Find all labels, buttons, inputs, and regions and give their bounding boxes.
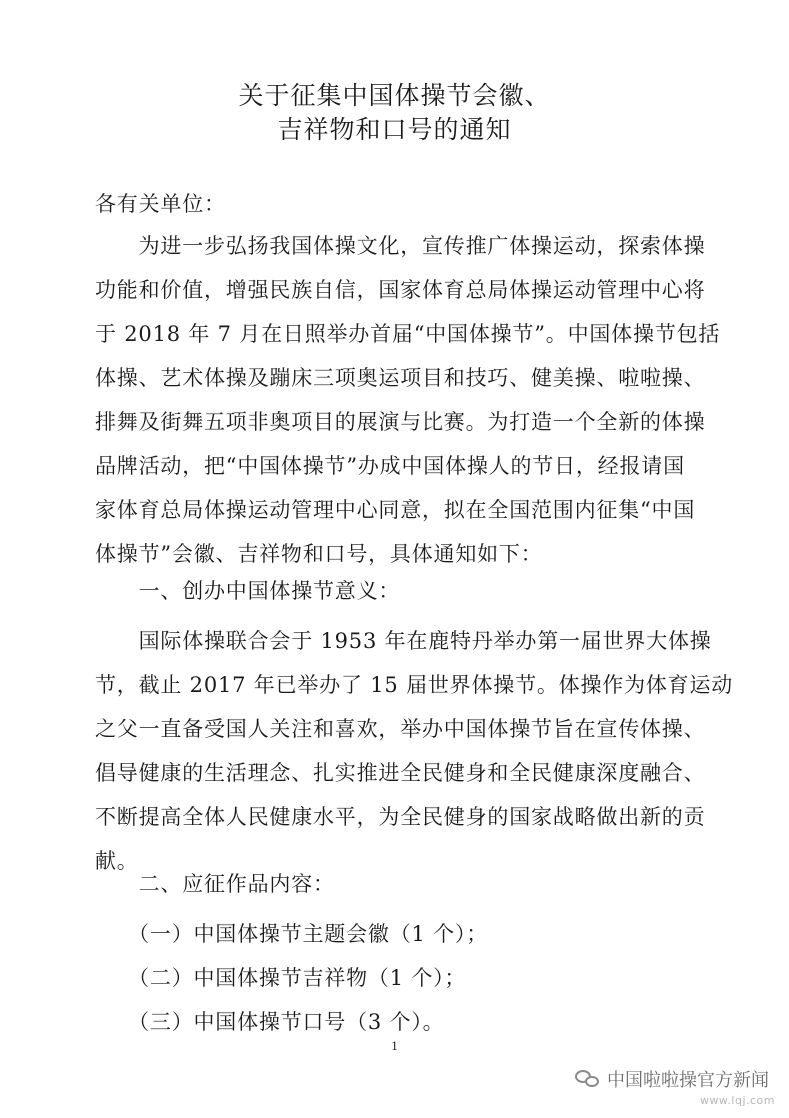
- document-title-line-2: 吉祥物和口号的通知: [277, 115, 512, 144]
- paragraph-line: 倡导健康的生活理念、扎实推进全民健身和全民健康深度融合、: [95, 761, 706, 785]
- document-title-line-1: 关于征集中国体操节会徽、: [238, 81, 551, 110]
- page-number: 1: [391, 1038, 398, 1053]
- site-watermark: www.lqj.com: [699, 1094, 775, 1107]
- wechat-watermark: [575, 1066, 769, 1092]
- list-item: （二）中国体操节吉祥物（1 个）；: [95, 966, 467, 990]
- section-heading-2: 二、应征作品内容：: [95, 872, 335, 896]
- paragraph-significance: [95, 619, 734, 883]
- list-item: （三）中国体操节口号（3 个）。: [95, 1010, 445, 1034]
- paragraph-line: 不断提高全体人民健康水平，为全民健身的国家战略做出新的贡: [95, 805, 706, 829]
- paragraph-line: 功能和价值，增强民族自信，国家体育总局体操运动管理中心将: [95, 278, 706, 302]
- paragraph-line: 之父一直备受国人关注和喜欢，举办中国体操节旨在宣传体操、: [95, 717, 706, 741]
- paragraph-line: 献。: [95, 849, 139, 873]
- paragraph-line: 排舞及街舞五项非奥项目的展演与比赛。为打造一个全新的体操: [95, 410, 706, 434]
- paragraph-line: 国际体操联合会于 1953 年在鹿特丹举办第一届世界大体操: [95, 629, 712, 653]
- paragraph-line: 体操、艺术体操及蹦床三项奥运项目和技巧、健美操、啦啦操、: [95, 366, 706, 390]
- paragraph-line: 家体育总局体操运动管理中心同意，拟在全国范围内征集“中国: [95, 498, 696, 522]
- paragraph-line: 品牌活动，把“中国体操节”办成中国体操人的节日，经报请国: [95, 454, 685, 478]
- paragraph-line: 为进一步弘扬我国体操文化，宣传推广体操运动，探索体操: [95, 234, 706, 258]
- paragraph-line: 节，截止 2017 年已举办了 15 届世界体操节。体操作为体育运动: [95, 673, 734, 697]
- salutation: 各有关单位：: [95, 192, 226, 216]
- submission-items-list: [95, 912, 695, 1044]
- wechat-icon: [575, 1068, 601, 1090]
- watermark-text: 中国啦啦操官方新闻: [607, 1070, 769, 1091]
- section-heading-1: 一、创办中国体操节意义：: [95, 579, 401, 603]
- list-item: （一）中国体操节主题会徽（1 个）；: [95, 922, 489, 946]
- paragraph-intro: [95, 224, 721, 576]
- paragraph-line: 于 2018 年 7 月在日照举办首届“中国体操节”。中国体操节包括: [95, 322, 721, 346]
- paragraph-line: 体操节”会徽、吉祥物和口号，具体通知如下：: [95, 542, 543, 566]
